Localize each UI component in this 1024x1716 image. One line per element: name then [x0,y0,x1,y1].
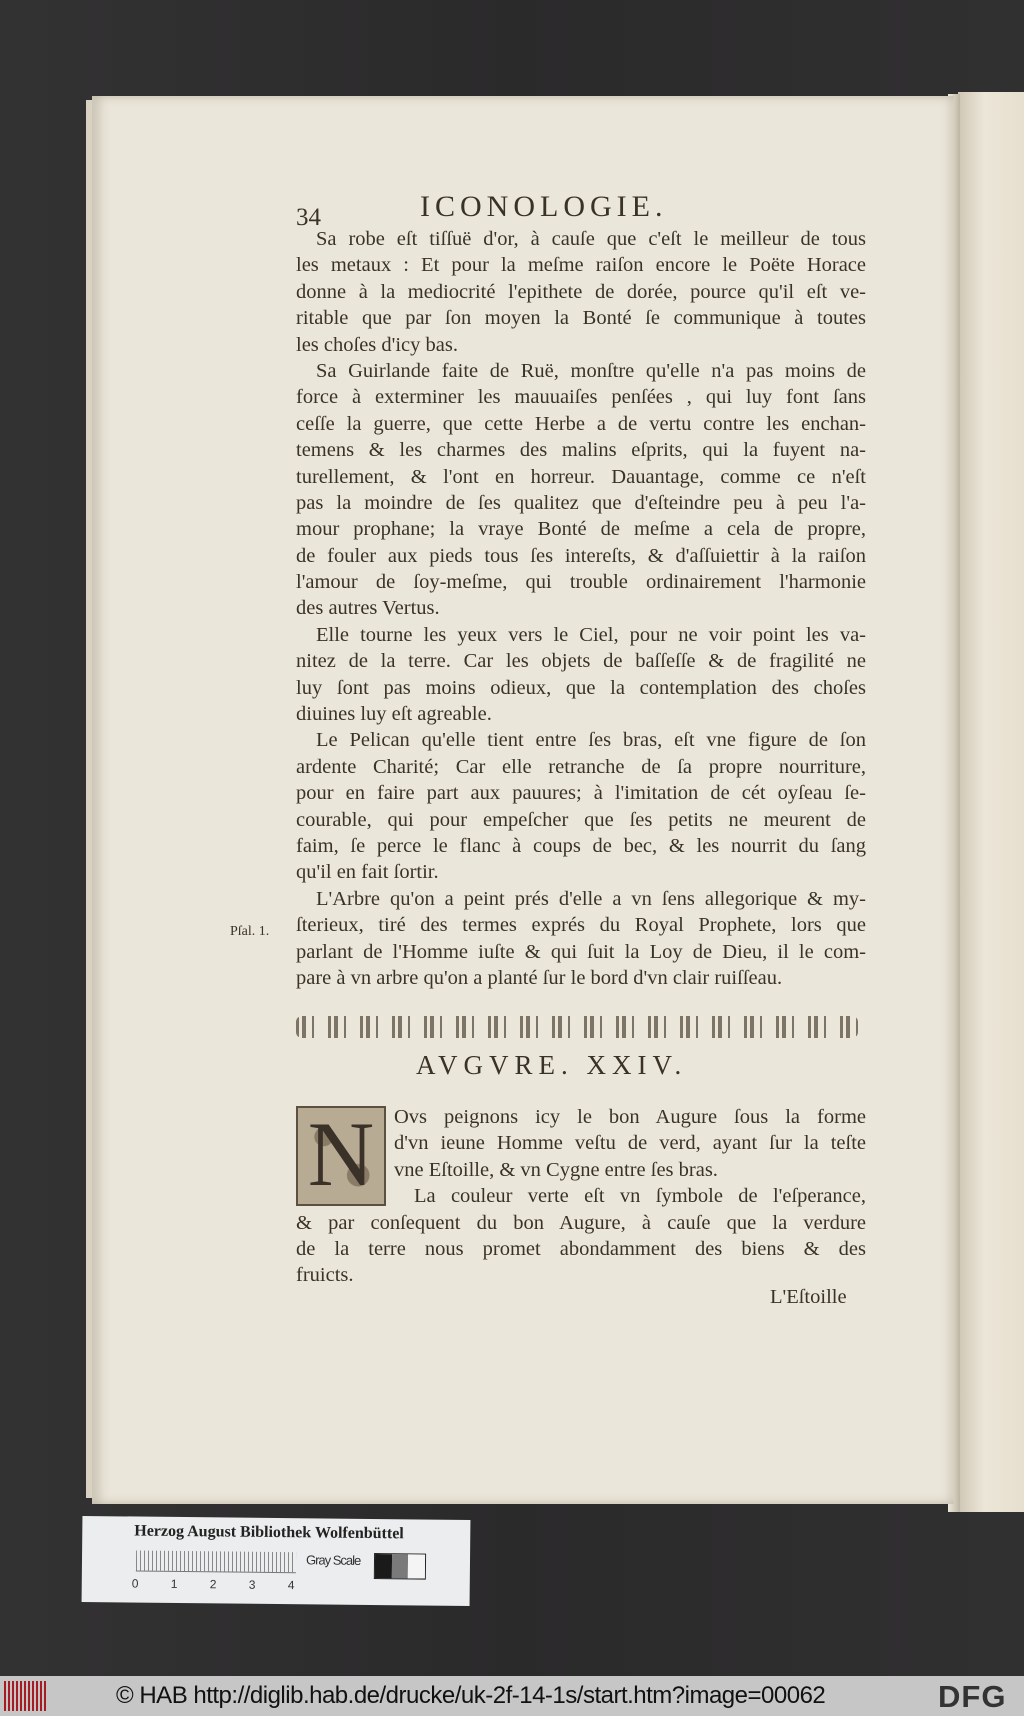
text-line: Sa Guirlande faite de Ruë, monſtre qu'elle n'a pas moins de [316,359,866,382]
page-number: 34 [296,204,321,231]
text-line: courable, qui pour empeſcher que ſes petits ne meurent de [296,808,866,831]
text-line: diuines luy eſt agreable. [296,703,492,726]
text-line: qu'il en fait ſortir. [296,861,439,884]
text-line: force à exterminer les mauuaiſes penſées , qui luy font ſans [296,386,866,409]
catchword: L'Eſtoille [770,1286,847,1308]
scale-tick-label: 3 [248,1577,256,1592]
hab-logo-icon [4,1681,46,1711]
text-line: ceſſe la guerre, que cette Herbe a de vertu contre les enchan- [296,412,866,435]
section-title: AVGVRE. XXIV. [416,1050,688,1080]
text-line: les choſes d'icy bas. [296,333,458,356]
text-line: fruicts. [296,1264,354,1287]
text-line: pas la moindre de ſes qualitez que d'eſteindre peu à peu l'a- [296,491,866,514]
copyright-url[interactable]: © HAB http://diglib.hab.de/drucke/uk-2f-14-1s/start.htm?image=00062 [116,1682,826,1709]
text-line: faim, ſe perce le flanc à coups de bec, & les nourrit du ſang [296,834,866,857]
text-line: ritable que par ſon moyen la Bonté ſe communique à toutes [296,307,866,330]
text-line: l'amour de ſoy-meſme, qui trouble ordinairement l'harmonie [296,571,866,594]
text-line: vne Eſtoille, & vn Cygne entre ſes bras. [394,1158,718,1181]
text-line: La couleur verte eſt vn ſymbole de l'eſperance, [414,1185,866,1208]
running-head-title: ICONOLOGIE. [420,190,668,223]
section-text [296,1104,866,1289]
text-line: de la terre nous promet abondamment des biens & des [296,1237,866,1260]
text-line: turellement, & l'ont en horreur. Dauantage, comme ce n'eſt [296,465,866,488]
ornamental-rule [296,1016,858,1038]
library-name: Herzog August Bibliothek Wolfenbüttel [134,1522,404,1543]
text-line: ſterieux, tiré des termes exprés du Royal Prophete, lors que [296,914,866,937]
text-line: nitez de la terre. Car les objets de baſſeſſe & de fragilité ne [296,650,866,673]
margin-note: Pſal. 1. [230,924,270,939]
scale-ticks [132,1576,327,1592]
text-line: temens & les charmes des malins eſprits, qui la fuyent na- [296,439,866,462]
gray-scale-label: Gray Scale [305,1552,361,1568]
text-line: luy ſont pas moins odieux, que la contemplation des choſes [296,676,866,699]
text-line: Elle tourne les yeux vers le Ciel, pour ne voir point les va- [316,623,866,646]
text-line: mour prophane; la vraye Bonté de meſme a cela de propre, [296,518,866,541]
text-line: Ovs peignons icy le bon Augure ſous la forme [394,1106,866,1128]
text-line: & par conſequent du bon Augure, à cauſe que la verdure [296,1211,866,1234]
running-head [296,190,866,230]
drop-cap-letter: N [307,1103,375,1205]
text-line: des autres Vertus. [296,597,440,620]
gray-scale-swatches [374,1553,426,1580]
scale-ruler [136,1551,296,1574]
calibration-card [82,1516,471,1606]
text-line: les metaux : Et pour la meſme raiſon encore le Poëte Horace [296,254,866,277]
text-line: pare à vn arbre qu'on a planté ſur le bord d'vn clair ruiſſeau. [296,966,783,989]
scale-tick-label: 1 [170,1576,178,1591]
text-line: pour en faire part aux pauures; à l'imitation de cét oyſeau ſe- [296,782,866,805]
dfg-logo: DFG [938,1679,1007,1714]
scale-tick-label: 4 [287,1578,295,1593]
text-line: donne à la mediocrité l'epithete de dorée, pource qu'il eſt ve- [296,280,866,303]
text-line: d'vn ieune Homme veſtu de verd, ayant ſur la teſte [394,1132,866,1155]
text-line: de fouler aux pieds tous ſes intereſts, & d'aſſuiettir à la raiſon [296,544,866,567]
gray-swatch [375,1554,392,1578]
scale-tick-label: 0 [131,1576,139,1591]
facing-page-edge [958,92,1024,1512]
text-line: Le Pelican qu'elle tient entre ſes bras, eſt vne figure de ſon [316,729,866,752]
text-line: parlant de l'Homme iuſte & qui ſuit la Loy de Dieu, il le com- [296,940,866,963]
gray-swatch [391,1554,408,1578]
text-line: L'Arbre qu'on a peint prés d'elle a vn ſens allegorique & my- [316,887,866,910]
footer-bar [0,1676,1024,1716]
text-line: Sa robe eſt tiſſuë d'or, à cauſe que c'eſt le meilleur de tous [316,228,866,250]
scale-tick-label: 2 [209,1577,217,1592]
body-text [296,226,866,991]
text-line: ardente Charité; Car elle retranche de ſa propre nourriture, [296,755,866,778]
gray-swatch [408,1554,425,1578]
